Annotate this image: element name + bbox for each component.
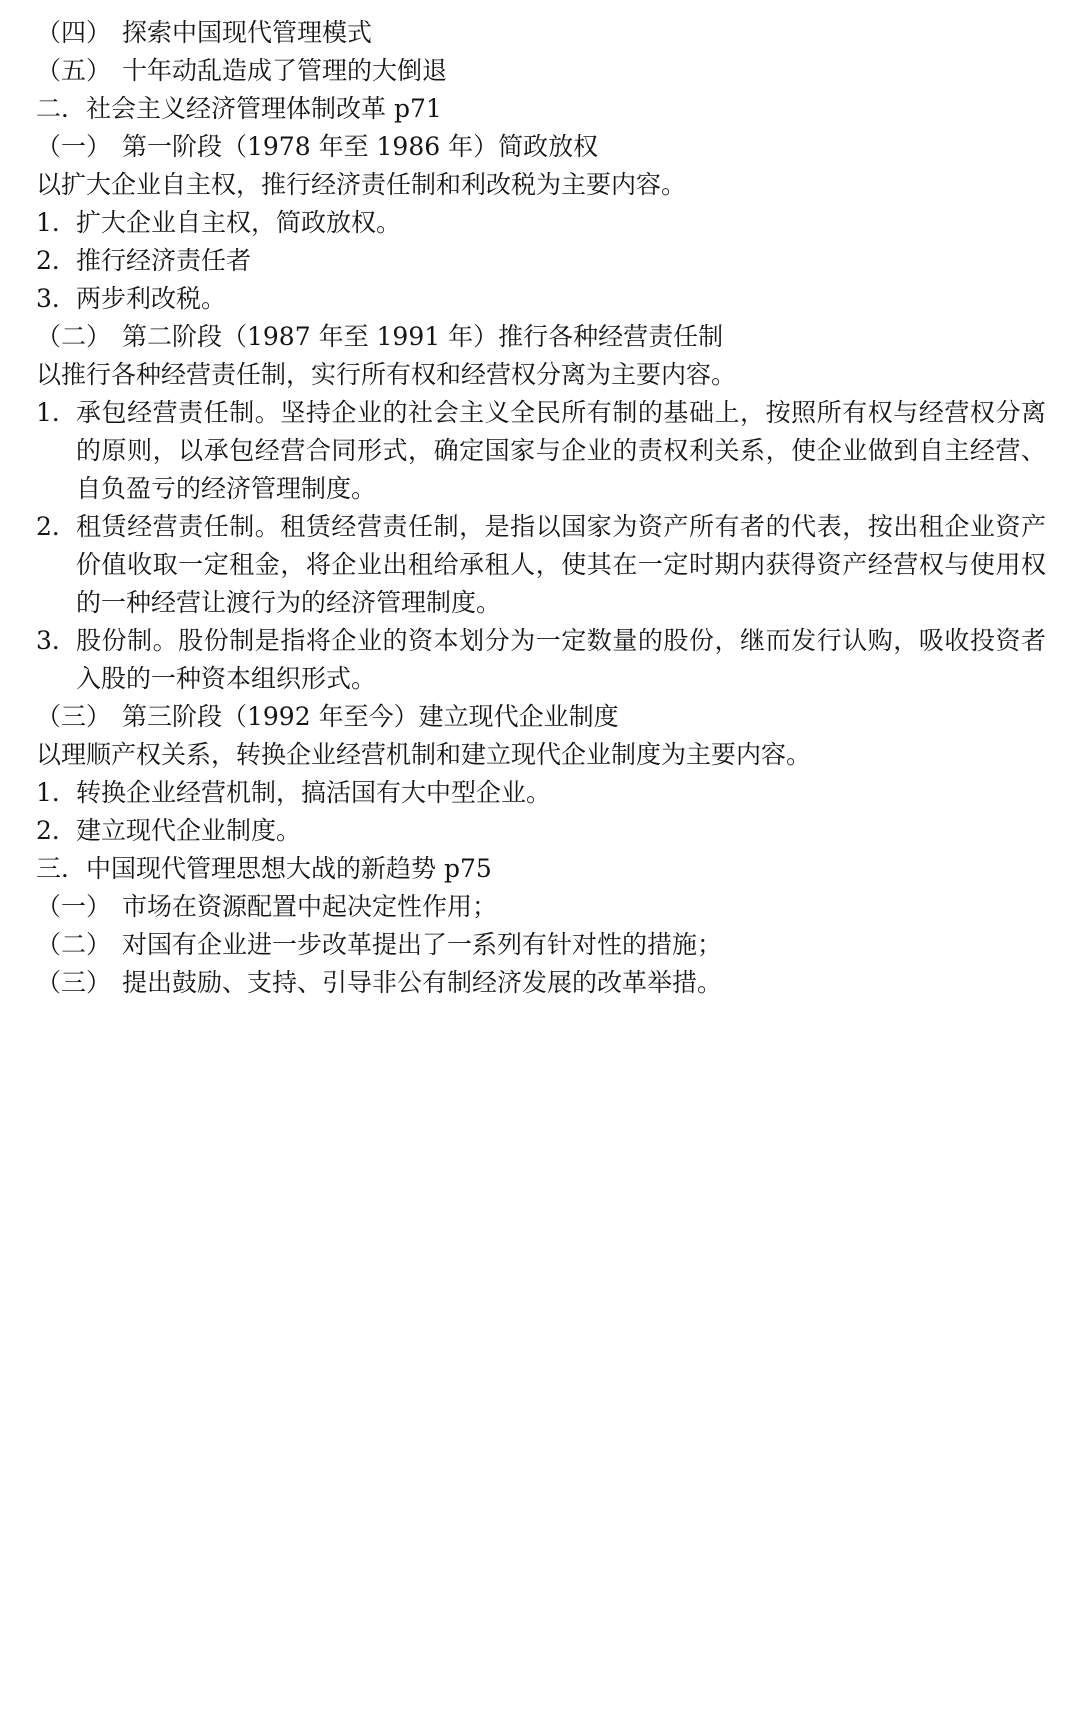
subsection-title: 探索中国现代管理模式 xyxy=(122,18,373,47)
subsection-title: 提出鼓励、支持、引导非公有制经济发展的改革举措。 xyxy=(122,968,723,997)
list-item-text: 租赁经营责任制。租赁经营责任制，是指以国家为资产所有者的代表，按出租企业资产价值收取一定租金，将企业出租给承租人，使其在一定时期内获得资产经营权与使用权的一种经营让渡行为的经济管理制度。 xyxy=(76,512,1046,617)
list-marker: （三） xyxy=(36,968,112,997)
list-marker: （二） xyxy=(36,930,112,959)
subsection-heading xyxy=(36,128,1046,166)
list-item-text: 两步利改税。 xyxy=(76,284,227,313)
list-marker: （四） xyxy=(36,18,112,47)
list-number: 1． xyxy=(36,398,77,427)
list-marker: （五） xyxy=(36,56,112,85)
paragraph: 以扩大企业自主权，推行经济责任制和利改税为主要内容。 xyxy=(36,170,687,199)
list-item-text: 建立现代企业制度。 xyxy=(76,816,302,845)
section-heading: 三．中国现代管理思想大战的新趋势 p75 xyxy=(36,854,492,883)
document-body xyxy=(36,14,1046,1002)
list-item xyxy=(36,508,1046,622)
subsection-title: 第二阶段（1987 年至 1991 年）推行各种经营责任制 xyxy=(122,322,724,351)
list-item xyxy=(36,242,1046,280)
list-item xyxy=(36,774,1046,812)
subsection-title: 第一阶段（1978 年至 1986 年）简政放权 xyxy=(122,132,599,161)
subsection-heading xyxy=(36,964,1046,1002)
list-item xyxy=(36,622,1046,698)
subsection-heading xyxy=(36,318,1046,356)
list-marker: （一） xyxy=(36,132,112,161)
subsection-title: 十年动乱造成了管理的大倒退 xyxy=(122,56,448,85)
list-marker: （一） xyxy=(36,892,112,921)
list-number: 2． xyxy=(36,816,77,845)
list-item xyxy=(36,204,1046,242)
list-marker: （三） xyxy=(36,702,112,731)
subsection-heading xyxy=(36,926,1046,964)
list-item xyxy=(36,394,1046,508)
list-number: 2． xyxy=(36,512,77,541)
list-item-text: 扩大企业自主权，简政放权。 xyxy=(76,208,402,237)
subsection-heading xyxy=(36,14,1046,52)
list-marker: （二） xyxy=(36,322,112,351)
list-number: 1． xyxy=(36,778,77,807)
paragraph: 以理顺产权关系，转换企业经营机制和建立现代企业制度为主要内容。 xyxy=(36,740,812,769)
subsection-title: 第三阶段（1992 年至今）建立现代企业制度 xyxy=(122,702,619,731)
list-number: 2． xyxy=(36,246,77,275)
subsection-title: 市场在资源配置中起决定性作用； xyxy=(122,892,498,921)
list-item xyxy=(36,280,1046,318)
list-number: 3． xyxy=(36,626,77,655)
subsection-title: 对国有企业进一步改革提出了一系列有针对性的措施； xyxy=(122,930,723,959)
list-item-text: 推行经济责任者 xyxy=(76,246,252,275)
list-item-text: 股份制。股份制是指将企业的资本划分为一定数量的股份，继而发行认购，吸收投资者入股的一种资本组织形式。 xyxy=(76,626,1046,693)
list-item-text: 转换企业经营机制，搞活国有大中型企业。 xyxy=(76,778,552,807)
subsection-heading xyxy=(36,888,1046,926)
section-heading: 二．社会主义经济管理体制改革 p71 xyxy=(36,94,442,123)
list-number: 1． xyxy=(36,208,77,237)
list-item xyxy=(36,812,1046,850)
subsection-heading xyxy=(36,52,1046,90)
list-item-text: 承包经营责任制。坚持企业的社会主义全民所有制的基础上，按照所有权与经营权分离的原则，以承包经营合同形式，确定国家与企业的责权利关系，使企业做到自主经营、自负盈亏的经济管理制度。 xyxy=(76,398,1046,503)
paragraph: 以推行各种经营责任制，实行所有权和经营权分离为主要内容。 xyxy=(36,360,737,389)
subsection-heading xyxy=(36,698,1046,736)
list-number: 3． xyxy=(36,284,77,313)
